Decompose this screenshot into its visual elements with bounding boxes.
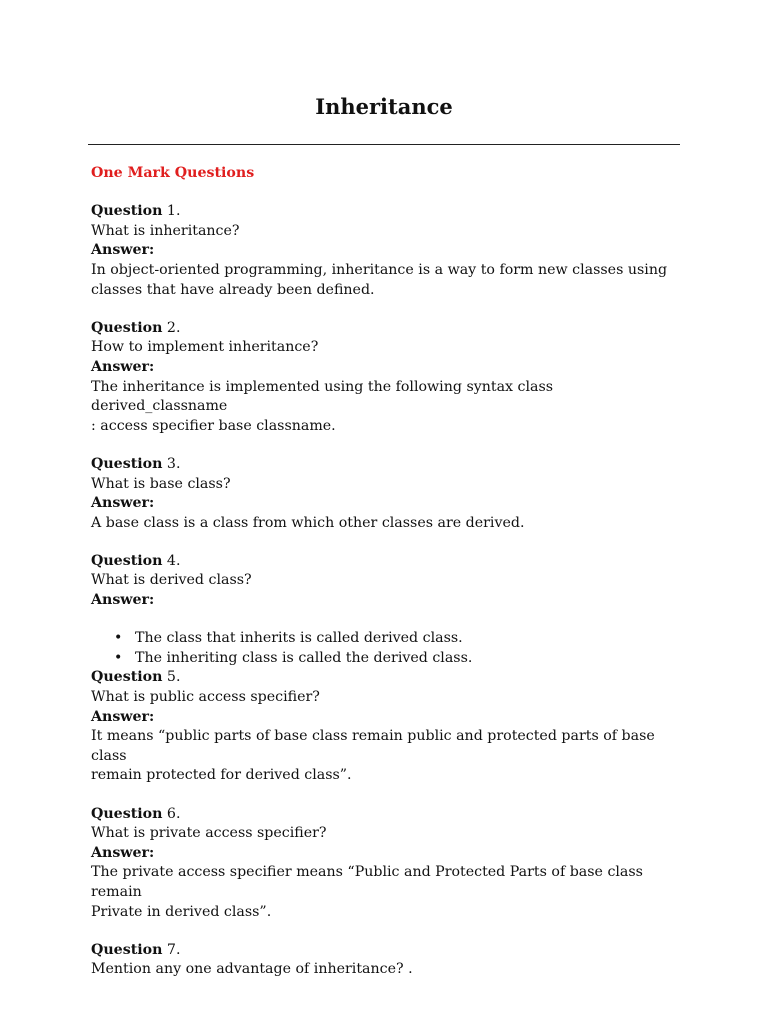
answer-label: Answer:: [91, 844, 155, 861]
bullet-text: The inheriting class is called the derived class.: [135, 649, 473, 666]
question-word: Question: [91, 805, 163, 822]
question-label: [91, 805, 681, 825]
question-word: Question: [91, 455, 163, 472]
qa-block-2: [91, 319, 681, 437]
qa-block-4: [91, 552, 681, 669]
title-divider: [88, 144, 680, 145]
document-body: [91, 164, 681, 999]
answer-line: It means “public parts of base class remain public and protected parts of base class: [91, 728, 655, 764]
bullet-item: [91, 649, 681, 669]
question-text: What is derived class?: [91, 572, 252, 589]
question-number: 2.: [162, 319, 181, 336]
answer-label: Answer:: [91, 242, 155, 259]
qa-block-5: [91, 668, 681, 786]
question-text: What is private access specifier?: [91, 825, 327, 842]
question-text: How to implement inheritance?: [91, 339, 319, 356]
question-label: [91, 455, 681, 475]
answer-line: classes that have already been defined.: [91, 281, 375, 298]
answer-line: Private in derived class”.: [91, 903, 272, 920]
question-word: Question: [91, 203, 163, 220]
question-label: [91, 552, 681, 572]
question-number: 1.: [162, 203, 181, 220]
answer-label: Answer:: [91, 495, 155, 512]
qa-block-7: [91, 941, 681, 980]
bullet-dot-icon: •: [114, 630, 123, 647]
question-label: [91, 202, 681, 222]
question-word: Question: [91, 319, 163, 336]
answer-label: Answer:: [91, 592, 155, 609]
bullet-text: The class that inherits is called derived class.: [135, 630, 463, 647]
answer-label: Answer:: [91, 358, 155, 375]
answer-label: Answer:: [91, 708, 155, 725]
question-number: 7.: [162, 941, 181, 958]
answer-line: The private access specifier means “Public and Protected Parts of base class remain: [91, 864, 643, 900]
question-label: [91, 941, 681, 961]
bullet-dot-icon: •: [114, 649, 123, 666]
question-word: Question: [91, 941, 163, 958]
question-word: Question: [91, 669, 163, 686]
question-number: 6.: [162, 805, 181, 822]
qa-block-6: [91, 805, 681, 923]
answer-line: : access specifier base classname.: [91, 417, 336, 434]
answer-line: In object-oriented programming, inheritance is a way to form new classes using: [91, 261, 668, 278]
qa-block-1: [91, 202, 681, 300]
question-number: 5.: [162, 669, 181, 686]
answer-line: The inheritance is implemented using the following syntax class derived_classname: [91, 378, 554, 415]
question-text: What is public access specifier?: [91, 689, 320, 706]
question-text: Mention any one advantage of inheritance? .: [91, 961, 413, 978]
question-number: 3.: [162, 455, 181, 472]
document-title: Inheritance: [315, 94, 453, 119]
question-number: 4.: [162, 552, 181, 569]
answer-line: remain protected for derived class”.: [91, 767, 352, 784]
question-word: Question: [91, 552, 163, 569]
answer-line: A base class is a class from which other classes are derived.: [91, 514, 525, 531]
qa-block-3: [91, 455, 681, 533]
bullet-item: [91, 629, 681, 649]
question-label: [91, 319, 681, 339]
section-heading: One Mark Questions: [91, 165, 255, 181]
answer-bullet-list: [91, 629, 681, 668]
question-text: What is base class?: [91, 475, 231, 492]
question-label: [91, 668, 681, 688]
question-text: What is inheritance?: [91, 222, 240, 239]
